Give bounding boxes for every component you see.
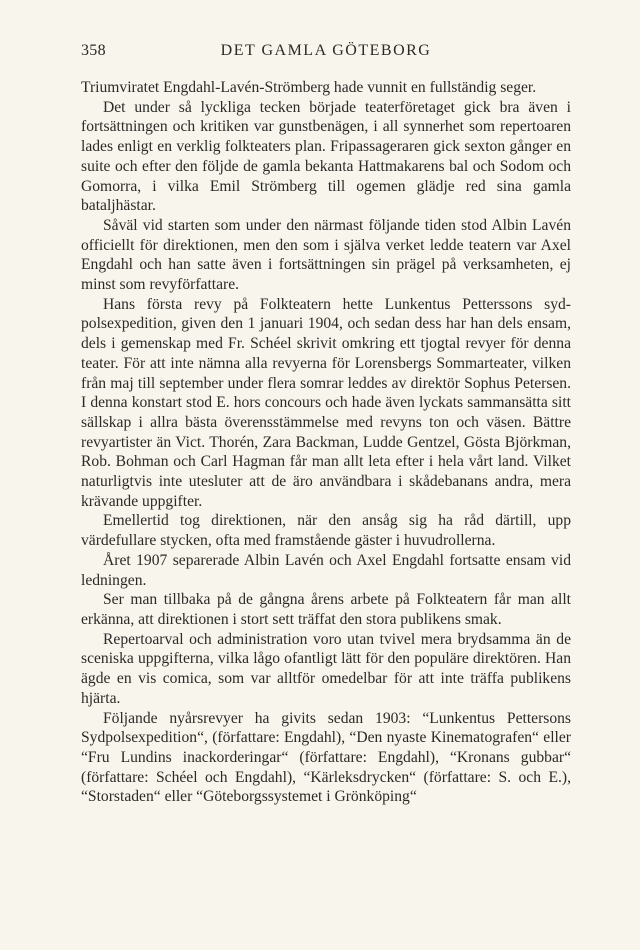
- paragraph-valuable-plays: Emellertid tog direktionen, när den ansåg sig ha råd därtill, upp värdefullare stycken, ofta med framstående gäster i huvudrollerna.: [81, 512, 571, 550]
- paragraph-direction: Såväl vid starten som under den närmast följande tiden stod Albin Lavén officiellt för direktionen, men den som i själva verket ledde teatern var Axel Engdahl och han satte även i fortsättningen sin prägel på verksamheten, ej minst som revyförfattare.: [81, 216, 571, 294]
- paragraph-public-taste: Ser man tillbaka på de gångna årens arbete på Folkteatern får man allt erkänna, att direktionen i stort sett träffat den stora publikens smak.: [81, 591, 571, 628]
- paragraph-1907-separation: Året 1907 separerade Albin Lavén och Axel Engdahl fortsatte ensam vid ledningen.: [81, 551, 571, 589]
- running-title: DET GAMLA GÖTEBORG: [220, 42, 432, 59]
- paragraph-theatre-success: Det under så lyckliga tecken började teaterföretaget gick bra även i fortsättningen och kritiken var gunstbenägen, i all synnerhet som repertoaren lades enligt en verklig folkteaters plan. Fripassageraren gick sexton gånger en suite och efter den följde de gamla bekanta Hattmakarens bal och Sodom och Gomorra, i vilka Emil Strömberg till ogemen glädje red sina gamla bataljhästar.: [81, 98, 571, 215]
- paragraph-first-revue: Hans första revy på Folkteatern hette Lunkentus Petterssons sydpolsexpedition, given den 1 januari 1904, och sedan dess har han dels ensam, dels i gemenskap med Fr. Schéel skrivit omkring ett tjogtal revyer för denna teater. För att inte nämna alla revyerna för Lorensbergs Sommarteater, vilken från maj till september under flera somrar leddes av direktör Sophus Petersen. I denna konstart stod E. hors concours och hade även lyckats sammansätta sitt sällskap i allra bästa överensstämmelse med revyns ton och väsen. Bättre revyartister än Vict. Thorén, Zara Backman, Ludde Gentzel, Gösta Björkman, Rob. Bohman och Carl Hagman får man allt leta efter i hela vårt land. Vilket naturligtvis inte utesluter att de äro användbara i skådebanans andra, mera krävande uppgifter.: [81, 295, 571, 510]
- paragraph-repertoire-administration: Repertoarval och administration voro utan tvivel mera brydsamma än de sceniska uppgifterna, vilka lågo ofantligt lätt för den populäre direktören. Han ägde en vis comica, som var alltför omedelbar för att inte träffa publikens hjärta.: [81, 630, 571, 707]
- running-header: [81, 42, 571, 66]
- page-number: 358: [81, 42, 106, 59]
- paragraph-continuation: Triumviratet Engdahl-Lavén-Strömberg hade vunnit en fullständig seger.: [81, 79, 537, 96]
- paragraph-new-year-revues: Följande nyårsrevyer ha givits sedan 1903: “Lunkentus Pettersons Sydpolsexpedition“, (författare: Engdahl), “Den nyaste Kinematografen“ eller “Fru Lundins inackorderingar“ (författare: Engdahl), “Kronans gubbar“ (författare: Schéel och Engdahl), “Kärleksdrycken“ (författare: S. och E.), “Storstaden“ eller “Göteborgssystemet i Grönköping“: [81, 709, 571, 806]
- body-text: [81, 78, 571, 807]
